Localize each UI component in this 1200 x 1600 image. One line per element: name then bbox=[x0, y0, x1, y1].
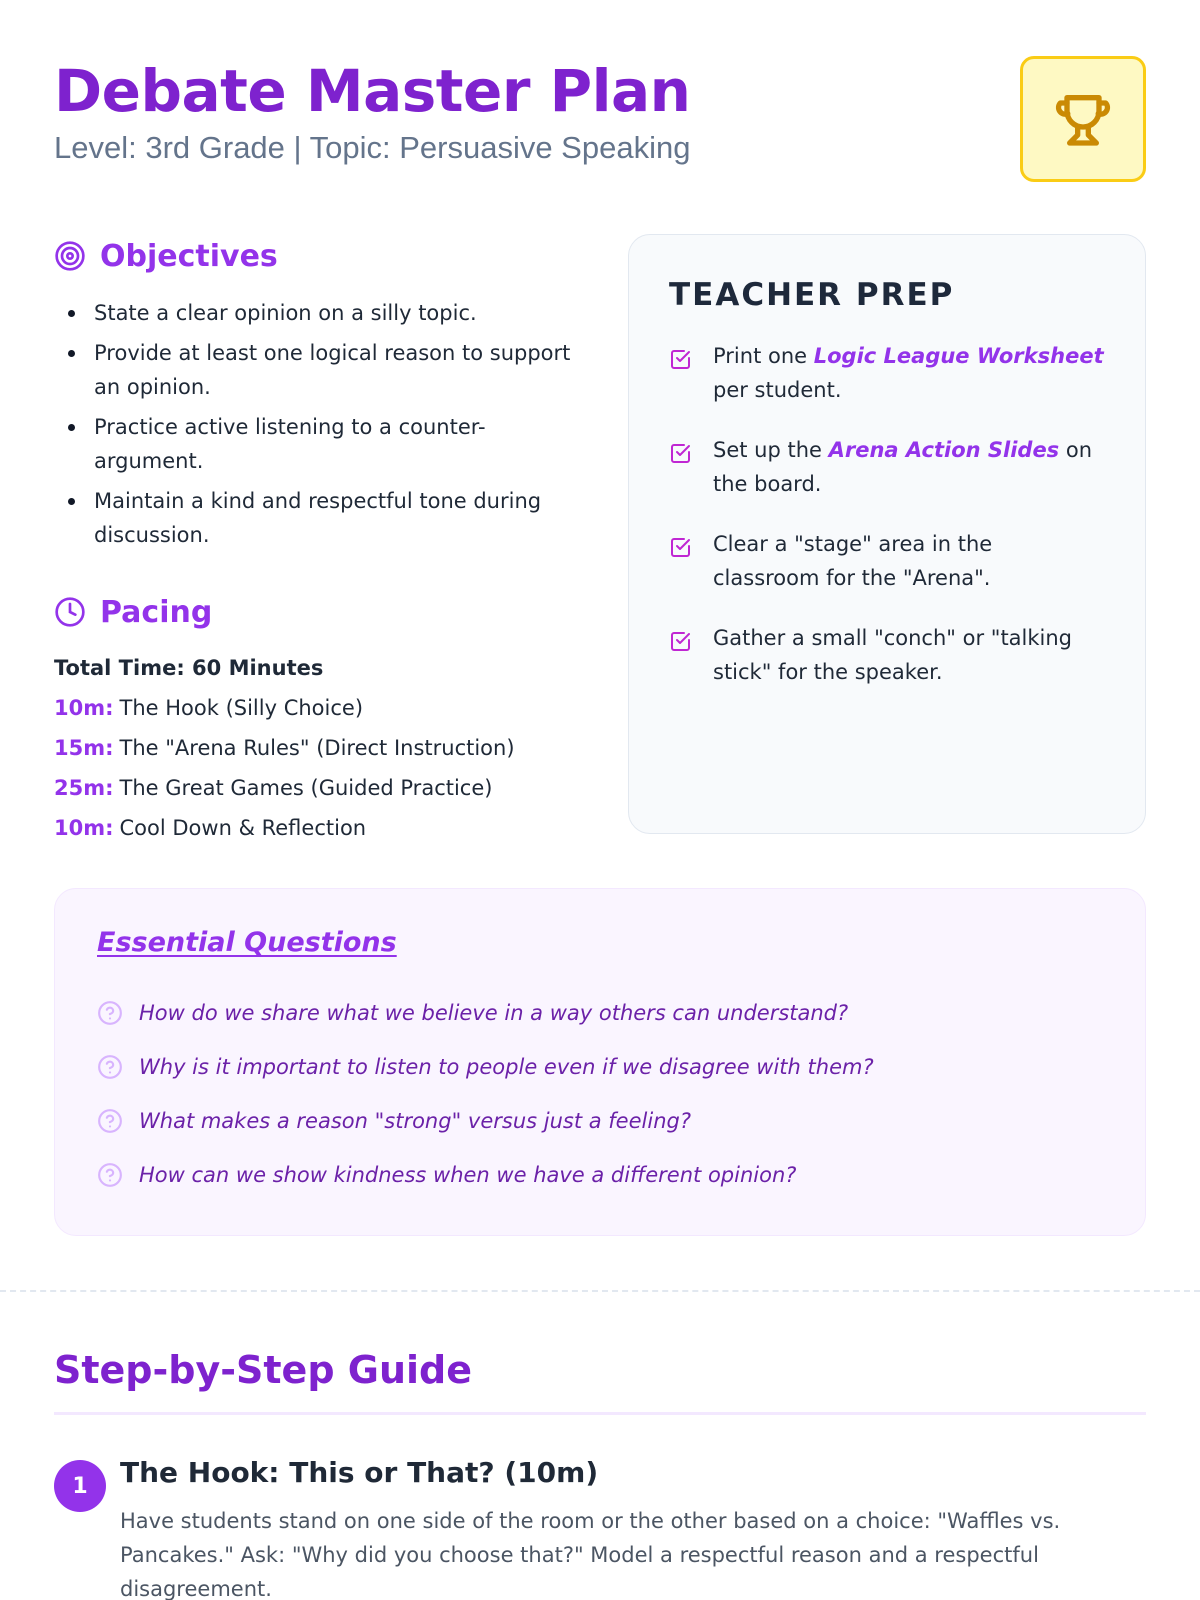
question-text: What makes a reason "strong" versus just a feeling? bbox=[139, 1109, 691, 1133]
pacing-section bbox=[54, 588, 584, 844]
objectives-header bbox=[54, 232, 584, 280]
trophy-badge bbox=[1020, 56, 1146, 182]
total-time: Total Time: 60 Minutes bbox=[54, 656, 324, 680]
question-circle-icon bbox=[97, 1054, 123, 1080]
left-column bbox=[54, 232, 584, 844]
page-title: Debate Master Plan bbox=[54, 57, 691, 125]
pacing-row bbox=[54, 812, 584, 844]
teacher-prep-title: TEACHER PREP bbox=[669, 277, 955, 313]
question-text: How do we share what we believe in a way others can understand? bbox=[139, 1001, 849, 1025]
prep-emphasis: Arena Action Slides bbox=[828, 438, 1060, 462]
pacing-time: 10m: bbox=[54, 696, 114, 720]
pacing-time: 25m: bbox=[54, 776, 114, 800]
teacher-prep-card bbox=[628, 234, 1146, 834]
pacing-time: 10m: bbox=[54, 816, 114, 840]
pacing-label: The "Arena Rules" (Direct Instruction) bbox=[119, 736, 515, 760]
list-item: Provide at least one logical reason to support an opinion. bbox=[54, 336, 584, 404]
teacher-prep-list bbox=[669, 339, 1105, 689]
checkbox-icon bbox=[669, 621, 695, 657]
prep-text: Set up the Arena Action Slides on the board. bbox=[713, 438, 1093, 496]
step-description: Have students stand on one side of the room or the other based on a choice: "Waffles vs. Pancakes." Ask: "Why did you choose that?" Model a respectful reason and a respectful disagreement. bbox=[120, 1509, 1061, 1600]
section-divider bbox=[0, 1290, 1200, 1292]
step-title: The Hook: This or That? (10m) bbox=[120, 1456, 599, 1489]
essential-questions-card bbox=[54, 888, 1146, 1236]
step-number: 1 bbox=[54, 1460, 106, 1512]
list-item: Practice active listening to a counter-argument. bbox=[54, 410, 584, 478]
pacing-time: 15m: bbox=[54, 736, 114, 760]
prep-emphasis: Logic League Worksheet bbox=[813, 344, 1104, 368]
prep-item bbox=[669, 527, 1105, 595]
pacing-row bbox=[54, 772, 584, 804]
page-header bbox=[54, 56, 1146, 186]
checkbox-icon bbox=[669, 339, 695, 375]
checkbox-icon bbox=[669, 527, 695, 563]
prep-text: Print one Logic League Worksheet per student. bbox=[713, 344, 1104, 402]
prep-text: Gather a small "conch" or "talking stick" for the speaker. bbox=[713, 626, 1073, 684]
pacing-row bbox=[54, 692, 584, 724]
page-subtitle: Level: 3rd Grade | Topic: Persuasive Speaking bbox=[54, 130, 691, 165]
list-item: Maintain a kind and respectful tone during discussion. bbox=[54, 484, 584, 552]
guide-title: Step-by-Step Guide bbox=[54, 1348, 472, 1392]
question-item bbox=[97, 986, 1103, 1040]
clock-icon bbox=[54, 596, 86, 628]
objectives-title: Objectives bbox=[100, 238, 278, 274]
list-item: State a clear opinion on a silly topic. bbox=[54, 296, 584, 330]
essential-questions-title: Essential Questions bbox=[97, 927, 397, 958]
guide-underline bbox=[54, 1412, 1146, 1415]
prep-item bbox=[669, 621, 1105, 689]
objectives-list bbox=[54, 296, 584, 552]
target-icon bbox=[54, 240, 86, 272]
pacing-label: The Great Games (Guided Practice) bbox=[119, 776, 493, 800]
pacing-label: Cool Down & Reflection bbox=[119, 816, 367, 840]
question-item bbox=[97, 1148, 1103, 1202]
prep-text: Clear a "stage" area in the classroom for the "Arena". bbox=[713, 532, 993, 590]
trophy-icon bbox=[1051, 87, 1115, 151]
pacing-label: The Hook (Silly Choice) bbox=[119, 696, 364, 720]
question-text: How can we show kindness when we have a different opinion? bbox=[139, 1163, 797, 1187]
question-item bbox=[97, 1094, 1103, 1148]
question-circle-icon bbox=[97, 1000, 123, 1026]
pacing-header bbox=[54, 588, 584, 636]
essential-questions-list bbox=[97, 986, 1103, 1202]
prep-item bbox=[669, 433, 1105, 501]
question-circle-icon bbox=[97, 1162, 123, 1188]
question-circle-icon bbox=[97, 1108, 123, 1134]
prep-item bbox=[669, 339, 1105, 407]
checkbox-icon bbox=[669, 433, 695, 469]
question-item bbox=[97, 1040, 1103, 1094]
pacing-title: Pacing bbox=[100, 594, 213, 630]
pacing-row bbox=[54, 732, 584, 764]
question-text: Why is it important to listen to people even if we disagree with them? bbox=[139, 1055, 874, 1079]
